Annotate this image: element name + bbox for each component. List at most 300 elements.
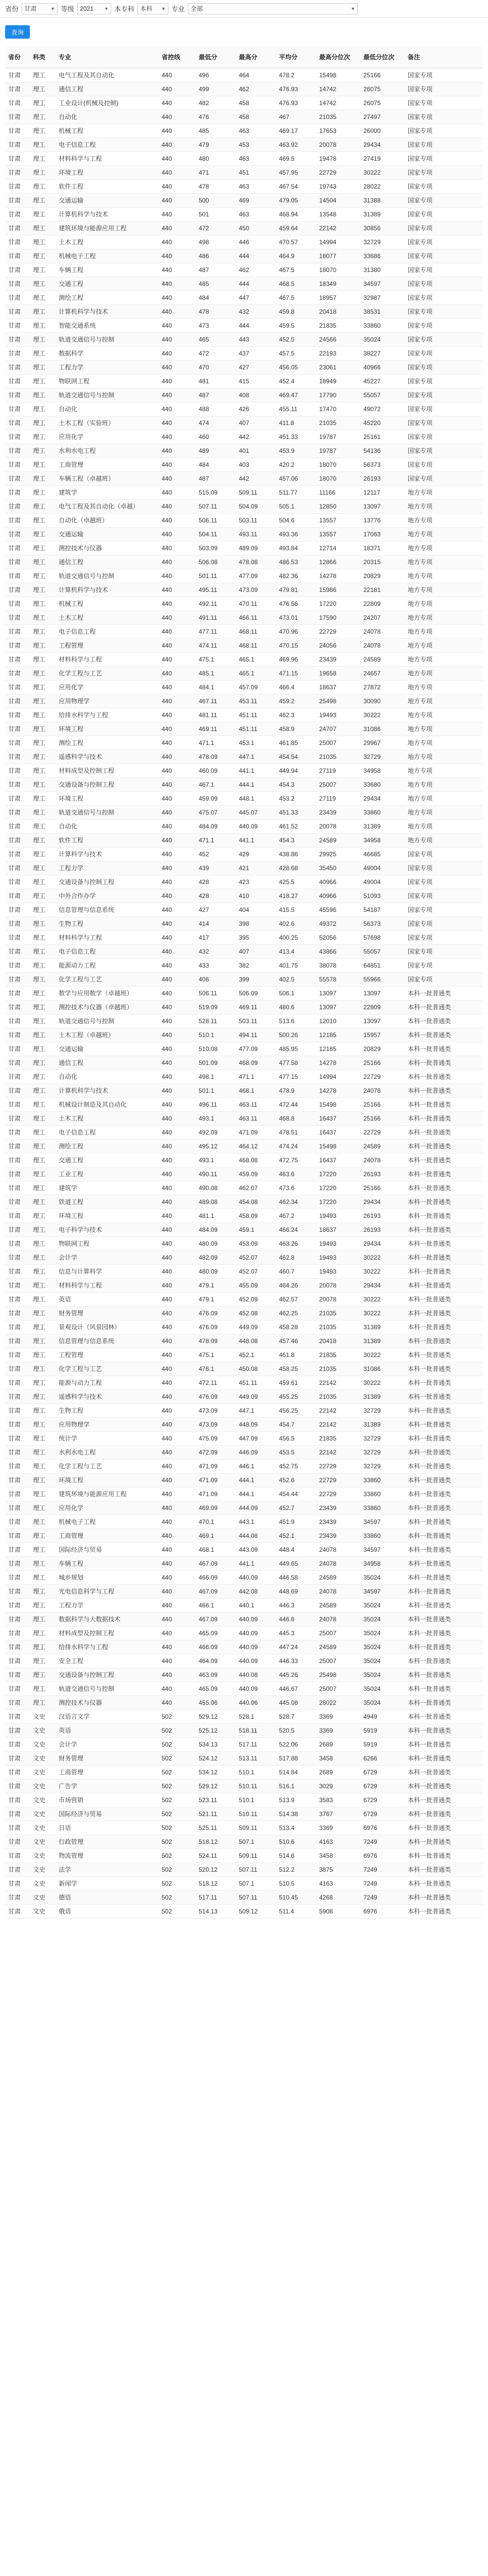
table-row (5, 1780, 483, 1793)
cell-remark: 本科一批普通类 (405, 1473, 483, 1487)
cell-province: 甘肃 (5, 750, 30, 764)
cell-major: 轨道交通信号与控制 (56, 1014, 159, 1028)
cell-avg-score: 411.8 (276, 416, 316, 430)
cell-min-score: 514.13 (196, 1905, 236, 1919)
cell-control-line: 440 (159, 694, 196, 708)
column-header-category: 科类 (30, 46, 56, 69)
cell-control-line: 440 (159, 1501, 196, 1515)
table-row (5, 1877, 483, 1891)
cell-major: 计算机科学与技术 (56, 208, 159, 222)
province-select[interactable] (22, 3, 58, 14)
cell-province: 甘肃 (5, 235, 30, 249)
cell-major: 交通设备与控制工程 (56, 1668, 159, 1682)
cell-remark: 本科一批普通类 (405, 1487, 483, 1501)
cell-min-rank: 32729 (360, 1460, 405, 1473)
cell-max-score: 468.11 (236, 639, 276, 653)
cell-province: 甘肃 (5, 1056, 30, 1070)
cell-remark: 本科一批普通类 (405, 1251, 483, 1265)
cell-control-line: 440 (159, 1626, 196, 1640)
cell-remark: 地方专项 (405, 694, 483, 708)
cell-category: 理工 (30, 1348, 56, 1362)
cell-major: 工商管理 (56, 458, 159, 472)
cell-major: 新闻学 (56, 1877, 159, 1891)
cell-max-score: 463 (236, 124, 276, 138)
cell-max-score: 465.1 (236, 653, 276, 667)
cell-max-score: 469 (236, 194, 276, 208)
cell-min-score: 475.1 (196, 1348, 236, 1362)
cell-remark: 本科一批普通类 (405, 1668, 483, 1682)
cell-category: 理工 (30, 1251, 56, 1265)
cell-major: 工商管理 (56, 1766, 159, 1780)
cell-category: 理工 (30, 1376, 56, 1390)
cell-province: 甘肃 (5, 1307, 30, 1320)
cell-remark: 本科一批普通类 (405, 1585, 483, 1599)
cell-province: 甘肃 (5, 1710, 30, 1724)
cell-province: 甘肃 (5, 1001, 30, 1014)
cell-max-rank: 19787 (316, 444, 360, 458)
cell-min-rank: 34958 (360, 764, 405, 778)
cell-max-rank: 19743 (316, 180, 360, 194)
table-row (5, 1696, 483, 1710)
cell-avg-score: 522.06 (276, 1738, 316, 1752)
cell-province: 甘肃 (5, 500, 30, 514)
chevron-down-icon: ▼ (50, 6, 56, 11)
cell-max-rank: 21035 (316, 110, 360, 124)
cell-min-score: 501.1 (196, 1084, 236, 1098)
cell-min-rank: 5919 (360, 1738, 405, 1752)
cell-min-score: 471.1 (196, 834, 236, 848)
cell-remark: 国家专项 (405, 861, 483, 875)
cell-max-rank: 19493 (316, 1209, 360, 1223)
cell-remark: 地方专项 (405, 722, 483, 736)
cell-control-line: 440 (159, 861, 196, 875)
table-row (5, 1640, 483, 1654)
cell-major: 交通设备与控制工程 (56, 875, 159, 889)
cell-min-rank: 55966 (360, 973, 405, 987)
cell-remark: 本科一批普通类 (405, 1404, 483, 1418)
cell-control-line: 440 (159, 1473, 196, 1487)
cell-max-rank: 14742 (316, 96, 360, 110)
cell-remark: 国家专项 (405, 347, 483, 361)
cell-max-score: 440.09 (236, 820, 276, 834)
cell-control-line: 440 (159, 152, 196, 166)
cell-category: 理工 (30, 1446, 56, 1460)
cell-min-rank: 38227 (360, 347, 405, 361)
cell-min-score: 475.07 (196, 806, 236, 820)
cell-min-rank: 32729 (360, 1404, 405, 1418)
cell-max-rank: 20418 (316, 1334, 360, 1348)
cell-remark: 地方专项 (405, 736, 483, 750)
cell-max-score: 442.08 (236, 1585, 276, 1599)
cell-remark: 本科一批普通类 (405, 1766, 483, 1780)
cell-category: 理工 (30, 736, 56, 750)
cell-category: 理工 (30, 931, 56, 945)
major-select[interactable] (188, 3, 358, 14)
cell-control-line: 440 (159, 875, 196, 889)
cell-max-score: 477.09 (236, 569, 276, 583)
cell-min-rank: 35024 (360, 1626, 405, 1640)
cell-category: 理工 (30, 1543, 56, 1557)
cell-province: 甘肃 (5, 653, 30, 667)
cell-major: 材料科学与工程 (56, 152, 159, 166)
cell-avg-score: 469.96 (276, 653, 316, 667)
cell-major: 建筑学 (56, 1181, 159, 1195)
cell-control-line: 440 (159, 987, 196, 1001)
column-header-avg-score: 平均分 (276, 46, 316, 69)
cell-remark: 本科一批普通类 (405, 1599, 483, 1613)
cell-max-rank: 24589 (316, 1571, 360, 1585)
cell-min-rank: 22809 (360, 1001, 405, 1014)
cell-min-score: 534.13 (196, 1738, 236, 1752)
table-row (5, 1279, 483, 1293)
table-row (5, 653, 483, 667)
cell-avg-score: 468.5 (276, 277, 316, 291)
cell-province: 甘肃 (5, 1265, 30, 1279)
cell-min-rank: 31389 (360, 820, 405, 834)
cell-major: 日语 (56, 1821, 159, 1835)
cell-min-score: 472 (196, 222, 236, 235)
cell-avg-score: 451.33 (276, 430, 316, 444)
cell-major: 轨道交通信号与控制 (56, 806, 159, 820)
cell-major: 生物工程 (56, 1404, 159, 1418)
cell-max-score: 458.09 (236, 1209, 276, 1223)
chevron-down-icon: ▼ (104, 6, 109, 11)
cell-province: 甘肃 (5, 1849, 30, 1863)
table-row (5, 208, 483, 222)
cell-control-line: 440 (159, 1140, 196, 1154)
table-row (5, 639, 483, 653)
cell-max-score: 451.11 (236, 1376, 276, 1390)
cell-max-rank: 25498 (316, 1668, 360, 1682)
cell-remark: 国家专项 (405, 263, 483, 277)
cell-min-rank: 20315 (360, 555, 405, 569)
cell-avg-score: 479.05 (276, 194, 316, 208)
cell-min-score: 500 (196, 194, 236, 208)
cell-remark: 地方专项 (405, 806, 483, 820)
cell-major: 土木工程（实验班） (56, 416, 159, 430)
cell-control-line: 440 (159, 1154, 196, 1167)
table-row (5, 834, 483, 848)
cell-min-rank: 26193 (360, 1209, 405, 1223)
table-row (5, 235, 483, 249)
cell-max-score: 452.09 (236, 1293, 276, 1307)
cell-category: 理工 (30, 848, 56, 861)
batch-select[interactable] (137, 3, 168, 14)
table-row (5, 1487, 483, 1501)
cell-category: 文史 (30, 1710, 56, 1724)
cell-remark: 本科一批普通类 (405, 1501, 483, 1515)
cell-category: 理工 (30, 1501, 56, 1515)
cell-max-score: 446 (236, 235, 276, 249)
cell-avg-score: 476.56 (276, 597, 316, 611)
cell-avg-score: 513.4 (276, 1821, 316, 1835)
cell-remark: 本科一批普通类 (405, 1849, 483, 1863)
cell-min-score: 473.09 (196, 1404, 236, 1418)
cell-avg-score: 452.4 (276, 375, 316, 388)
cell-max-score: 440.09 (236, 1626, 276, 1640)
table-row (5, 1752, 483, 1766)
cell-remark: 地方专项 (405, 778, 483, 792)
cell-province: 甘肃 (5, 931, 30, 945)
cell-major: 应用化学 (56, 430, 159, 444)
cell-max-score: 471.09 (236, 1126, 276, 1140)
cell-major: 计算机科学与技术 (56, 305, 159, 319)
cell-min-score: 414 (196, 917, 236, 931)
cell-avg-score: 445.3 (276, 1626, 316, 1640)
cell-max-rank: 12714 (316, 541, 360, 555)
cell-max-score: 401 (236, 444, 276, 458)
cell-province: 甘肃 (5, 1098, 30, 1112)
cell-remark: 本科一批普通类 (405, 1209, 483, 1223)
cell-province: 甘肃 (5, 1209, 30, 1223)
cell-province: 甘肃 (5, 541, 30, 555)
cell-category: 理工 (30, 1195, 56, 1209)
table-row (5, 1070, 483, 1084)
cell-category: 文史 (30, 1807, 56, 1821)
cell-min-rank: 34597 (360, 277, 405, 291)
cell-max-rank: 3369 (316, 1821, 360, 1835)
table-row (5, 277, 483, 291)
cell-min-rank: 34597 (360, 1585, 405, 1599)
table-row (5, 222, 483, 235)
cell-min-score: 510.08 (196, 1042, 236, 1056)
cell-max-score: 452.1 (236, 1348, 276, 1362)
cell-category: 理工 (30, 722, 56, 736)
cell-min-rank: 22809 (360, 597, 405, 611)
cell-remark: 本科一批普通类 (405, 1265, 483, 1279)
cell-min-score: 480.09 (196, 1237, 236, 1251)
cell-avg-score: 486.53 (276, 555, 316, 569)
cell-major: 化学工程与工艺 (56, 1460, 159, 1473)
cell-major: 水利水电工程 (56, 1446, 159, 1460)
cell-avg-score: 510.45 (276, 1891, 316, 1905)
query-button[interactable]: 查询 (5, 25, 30, 39)
cell-category: 理工 (30, 959, 56, 973)
cell-remark: 地方专项 (405, 820, 483, 834)
cell-category: 理工 (30, 806, 56, 820)
cell-min-rank: 31389 (360, 1334, 405, 1348)
table-row (5, 1585, 483, 1599)
table-body (5, 69, 483, 1919)
cell-min-score: 501.11 (196, 569, 236, 583)
cell-remark: 本科一批普通类 (405, 1098, 483, 1112)
cell-max-rank: 20078 (316, 1279, 360, 1293)
cell-category: 理工 (30, 708, 56, 722)
cell-max-score: 423 (236, 875, 276, 889)
cell-province: 甘肃 (5, 96, 30, 110)
cell-major: 铁道工程 (56, 1195, 159, 1209)
cell-avg-score: 467.5 (276, 291, 316, 305)
cell-min-score: 485 (196, 124, 236, 138)
cell-min-rank: 31389 (360, 1390, 405, 1404)
year-select[interactable] (77, 3, 111, 14)
cell-category: 文史 (30, 1793, 56, 1807)
cell-remark: 本科一批普通类 (405, 1515, 483, 1529)
cell-control-line: 440 (159, 333, 196, 347)
cell-control-line: 440 (159, 472, 196, 486)
cell-control-line: 502 (159, 1793, 196, 1807)
cell-avg-score: 446.67 (276, 1682, 316, 1696)
cell-category: 理工 (30, 1140, 56, 1154)
cell-major: 物流管理 (56, 1849, 159, 1863)
cell-major: 信息管理与信息系统 (56, 1334, 159, 1348)
cell-min-rank: 35024 (360, 1571, 405, 1585)
cell-major: 电子信息工程 (56, 1126, 159, 1140)
cell-remark: 本科一批普通类 (405, 987, 483, 1001)
cell-category: 理工 (30, 987, 56, 1001)
cell-major: 轨道交通信号与控制 (56, 1682, 159, 1696)
cell-category: 文史 (30, 1821, 56, 1835)
table-row (5, 694, 483, 708)
cell-max-rank: 14278 (316, 569, 360, 583)
cell-control-line: 440 (159, 541, 196, 555)
cell-major: 自动化 (56, 1070, 159, 1084)
cell-control-line: 440 (159, 917, 196, 931)
cell-max-rank: 22729 (316, 1473, 360, 1487)
cell-major: 轨道交通信号与控制 (56, 569, 159, 583)
cell-remark: 本科一批普通类 (405, 1390, 483, 1404)
cell-major: 俄语 (56, 1905, 159, 1919)
cell-major: 中外合作办学 (56, 889, 159, 903)
cell-major: 国际经济与贸易 (56, 1543, 159, 1557)
cell-min-rank: 56373 (360, 917, 405, 931)
cell-category: 理工 (30, 1668, 56, 1682)
table-row (5, 291, 483, 305)
cell-category: 文史 (30, 1849, 56, 1863)
table-row (5, 861, 483, 875)
table-row (5, 917, 483, 931)
cell-avg-score: 462.8 (276, 1251, 316, 1265)
cell-max-score: 453.11 (236, 694, 276, 708)
cell-control-line: 440 (159, 639, 196, 653)
cell-major: 电气工程及其自动化 (56, 69, 159, 82)
cell-major: 物联网工程 (56, 1237, 159, 1251)
cell-remark: 国家专项 (405, 138, 483, 152)
table-row (5, 305, 483, 319)
cell-control-line: 502 (159, 1891, 196, 1905)
table-row (5, 1863, 483, 1877)
cell-min-score: 479.1 (196, 1293, 236, 1307)
cell-control-line: 440 (159, 667, 196, 681)
cell-remark: 国家专项 (405, 931, 483, 945)
cell-max-rank: 16437 (316, 1126, 360, 1140)
cell-province: 甘肃 (5, 1780, 30, 1793)
table-row (5, 750, 483, 764)
cell-max-score: 466.11 (236, 611, 276, 625)
cell-province: 甘肃 (5, 820, 30, 834)
cell-remark: 地方专项 (405, 639, 483, 653)
cell-control-line: 440 (159, 1195, 196, 1209)
cell-max-rank: 25007 (316, 778, 360, 792)
cell-province: 甘肃 (5, 1557, 30, 1571)
table-row (5, 903, 483, 917)
cell-max-score: 440.09 (236, 1640, 276, 1654)
table-row (5, 1905, 483, 1919)
table-row (5, 931, 483, 945)
table-row (5, 472, 483, 486)
cell-category: 理工 (30, 1320, 56, 1334)
cell-major: 行政管理 (56, 1835, 159, 1849)
cell-min-rank: 34958 (360, 834, 405, 848)
cell-avg-score: 467.2 (276, 1209, 316, 1223)
cell-min-score: 487 (196, 472, 236, 486)
cell-major: 自动化 (56, 110, 159, 124)
table-row (5, 625, 483, 639)
cell-avg-score: 456.5 (276, 1432, 316, 1446)
cell-avg-score: 476.93 (276, 96, 316, 110)
cell-min-rank: 13097 (360, 1014, 405, 1028)
cell-min-rank: 31389 (360, 208, 405, 222)
cell-max-rank: 19493 (316, 1265, 360, 1279)
cell-avg-score: 458.25 (276, 1362, 316, 1376)
cell-province: 甘肃 (5, 1543, 30, 1557)
cell-max-rank: 40966 (316, 889, 360, 903)
cell-control-line: 440 (159, 597, 196, 611)
cell-control-line: 440 (159, 820, 196, 834)
cell-major: 工业设计(机械及控制) (56, 96, 159, 110)
table-row (5, 1626, 483, 1640)
table-row (5, 1891, 483, 1905)
cell-category: 理工 (30, 110, 56, 124)
cell-min-rank: 29434 (360, 792, 405, 806)
table-row (5, 889, 483, 903)
cell-remark: 本科一批普通类 (405, 1905, 483, 1919)
cell-min-rank: 33860 (360, 1487, 405, 1501)
cell-min-score: 484 (196, 291, 236, 305)
cell-max-score: 507.1 (236, 1877, 276, 1891)
table-row (5, 722, 483, 736)
cell-min-score: 492.11 (196, 597, 236, 611)
cell-min-score: 506.11 (196, 987, 236, 1001)
cell-province: 甘肃 (5, 1237, 30, 1251)
table-row (5, 375, 483, 388)
cell-province: 甘肃 (5, 681, 30, 694)
cell-province: 甘肃 (5, 875, 30, 889)
major-label: 专业 (171, 5, 185, 13)
table-row (5, 1251, 483, 1265)
cell-control-line: 502 (159, 1807, 196, 1821)
table-row (5, 569, 483, 583)
cell-remark: 地方专项 (405, 764, 483, 778)
table-row (5, 667, 483, 681)
cell-min-score: 465.09 (196, 1626, 236, 1640)
cell-control-line: 440 (159, 1376, 196, 1390)
table-row (5, 388, 483, 402)
cell-min-score: 528.11 (196, 1014, 236, 1028)
cell-min-score: 469.11 (196, 722, 236, 736)
cell-remark: 国家专项 (405, 361, 483, 375)
cell-min-rank: 56373 (360, 458, 405, 472)
cell-category: 理工 (30, 1404, 56, 1418)
cell-min-rank: 45220 (360, 416, 405, 430)
cell-province: 甘肃 (5, 361, 30, 375)
cell-min-score: 489.08 (196, 1195, 236, 1209)
cell-control-line: 440 (159, 583, 196, 597)
table-row (5, 1613, 483, 1626)
cell-major: 轨道交通信号与控制 (56, 388, 159, 402)
cell-remark: 国家专项 (405, 889, 483, 903)
cell-category: 理工 (30, 375, 56, 388)
cell-avg-score: 459.2 (276, 694, 316, 708)
cell-avg-score: 402.6 (276, 917, 316, 931)
cell-min-rank: 24078 (360, 1154, 405, 1167)
cell-province: 甘肃 (5, 152, 30, 166)
cell-category: 理工 (30, 1001, 56, 1014)
cell-max-rank: 20078 (316, 138, 360, 152)
cell-max-score: 447 (236, 291, 276, 305)
cell-max-rank: 4163 (316, 1877, 360, 1891)
cell-remark: 本科一批普通类 (405, 1891, 483, 1905)
